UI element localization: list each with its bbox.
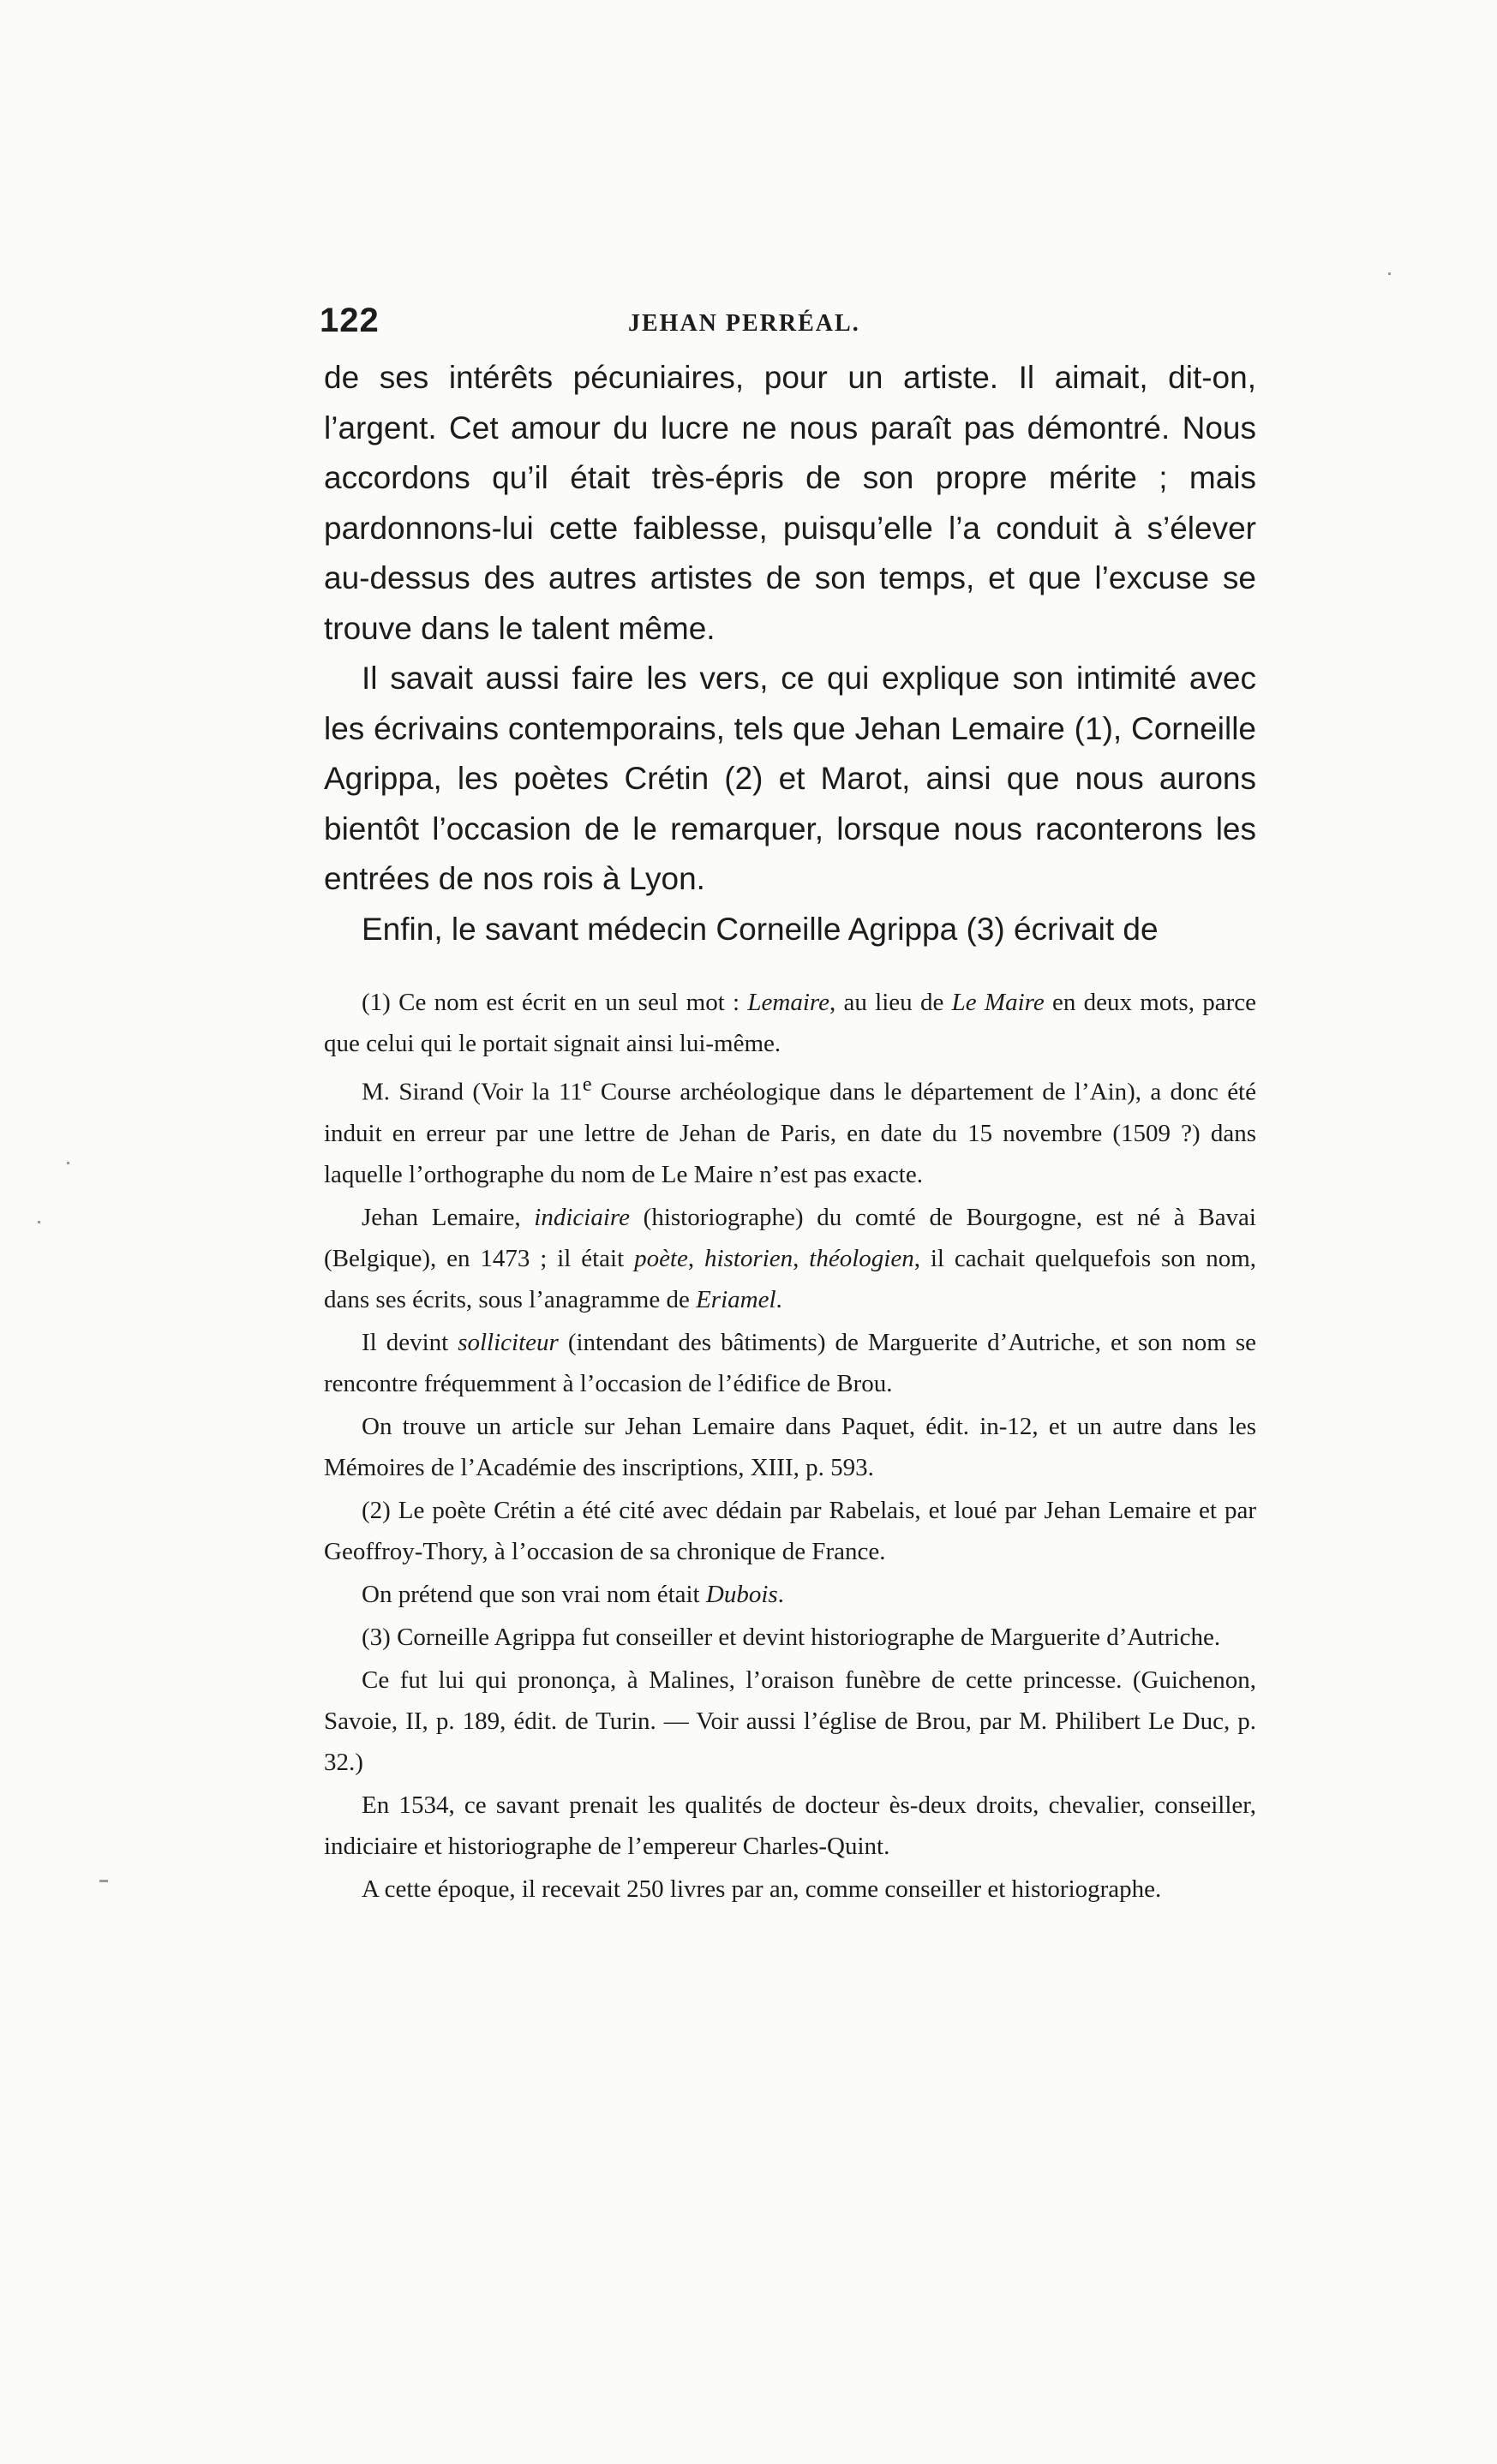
scan-speck	[1388, 272, 1391, 275]
footnote-1-sirand: M. Sirand (Voir la 11e Course archéologique dans le département de l’Ain), a donc été induit en erreur par une lettre de Jehan de Paris, en date du 15 novembre (1509 ?) dans laquelle l’orthographe du nom de Le Maire n’est pas exacte.	[324, 1073, 1256, 1188]
footnote-1: (1) Ce nom est écrit en un seul mot : Lemaire, au lieu de Le Maire en deux mots, parce que celui qui le portait signait ainsi lui-même.	[324, 989, 1257, 1057]
footnotes	[324, 982, 1256, 1911]
footnote-3-qualites: En 1534, ce savant prenait les qualités de docteur ès-deux droits, chevalier, conseiller, indiciaire et historiographe de l’empereur Charles-Quint.	[324, 1791, 1256, 1860]
main-text	[324, 353, 1256, 954]
footnote-1-solliciteur: Il devint solliciteur (intendant des bâtiments) de Marguerite d’Autriche, et son nom se rencontre fréquemment à l’occasion de l’édifice de Brou.	[324, 1328, 1256, 1397]
paragraph-1: de ses intérêts pécuniaires, pour un artiste. Il aimait, dit-on, l’argent. Cet amour du lucre ne nous paraît pas démontré. Nous accordons qu’il était très-épris de son propre mérite ; mais pardonnons-lui cette faiblesse, puisqu’elle l’a conduit à s’élever au-dessus des autres artistes de son temps, et que l’excuse se trouve dans le talent même.	[324, 360, 1256, 646]
scan-speck	[67, 1162, 69, 1164]
footnote-2-name: On prétend que son vrai nom était Dubois.	[362, 1580, 784, 1608]
running-title: JEHAN PERRÉAL.	[628, 310, 860, 337]
page-header	[320, 302, 1255, 353]
paragraph-2: Il savait aussi faire les vers, ce qui explique son intimité avec les écrivains contemporains, tels que Jehan Lemaire (1), Corneille Agrippa, les poètes Crétin (2) et Marot, ainsi que nous aurons bientôt l’occasion de le remarquer, lorsque nous raconterons les entrées de nos rois à Lyon.	[324, 661, 1256, 896]
scan-speck	[99, 1880, 108, 1882]
page-number: 122	[320, 302, 380, 339]
scan-speck	[38, 1221, 40, 1223]
footnote-3-oraison: Ce fut lui qui prononça, à Malines, l’oraison funèbre de cette princesse. (Guichenon, Savoie, II, p. 189, édit. de Turin. — Voir aussi l’église de Brou, par M. Philibert Le Duc, p. 32.)	[324, 1666, 1256, 1776]
footnote-1-lemaire: Jehan Lemaire, indiciaire (historiographe) du comté de Bourgogne, est né à Bavai (Belgique), en 1473 ; il était poète, historien, théologien, il cachait quelquefois son nom, dans ses écrits, sous l’anagramme de Eriamel.	[324, 1203, 1257, 1313]
footnote-1-article: On trouve un article sur Jehan Lemaire dans Paquet, édit. in-12, et un autre dans les Mémoires de l’Académie des inscriptions, XIII, p. 593.	[324, 1412, 1256, 1481]
paragraph-3: Enfin, le savant médecin Corneille Agrippa (3) écrivait de	[362, 911, 1159, 947]
footnote-3-livres: A cette époque, il recevait 250 livres par an, comme conseiller et historiographe.	[362, 1875, 1162, 1903]
footnote-3: (3) Corneille Agrippa fut conseiller et devint historiographe de Marguerite d’Autriche.	[362, 1623, 1221, 1651]
footnote-2: (2) Le poète Crétin a été cité avec dédain par Rabelais, et loué par Jehan Lemaire et par Geoffroy-Thory, à l’occasion de sa chronique de France.	[324, 1496, 1256, 1565]
